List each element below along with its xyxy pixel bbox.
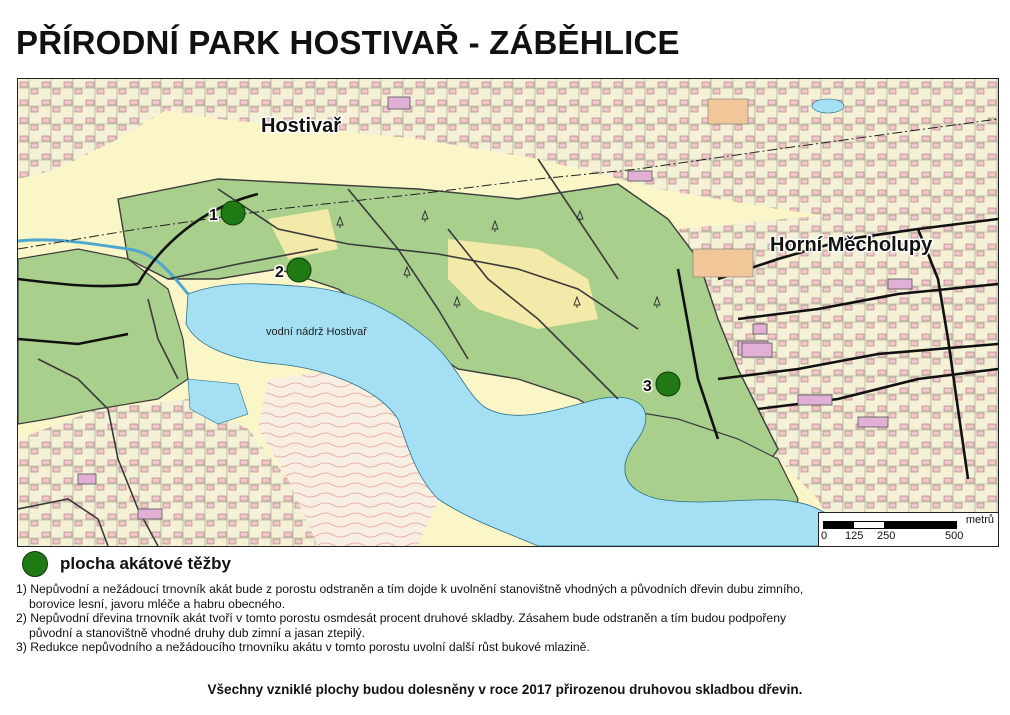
label-horni-mecholupy: Horní Měcholupy bbox=[770, 234, 933, 256]
map-canvas bbox=[18, 79, 998, 546]
scale-segment-1 bbox=[823, 521, 854, 529]
scale-bar bbox=[818, 512, 998, 546]
notes bbox=[16, 582, 996, 655]
label-reservoir: vodní nádrž Hostivař bbox=[266, 326, 367, 338]
site-number-2: 2 bbox=[275, 264, 284, 281]
note-3 bbox=[16, 640, 996, 655]
scale-tick-250: 250 bbox=[877, 530, 896, 542]
label-hostivar: Hostivař bbox=[261, 115, 342, 137]
scale-tick-125: 125 bbox=[845, 530, 864, 542]
legend-marker-icon bbox=[22, 551, 48, 577]
pond-northeast bbox=[812, 99, 844, 113]
page-title: PŘÍRODNÍ PARK HOSTIVAŘ - ZÁBĚHLICE bbox=[16, 24, 680, 61]
footer-note: Všechny vzniklé plochy budou dolesněny v roce 2017 přirozenou druhovou skladbou dřevin. bbox=[207, 682, 803, 697]
legend bbox=[22, 551, 231, 577]
scale-segment-2 bbox=[853, 521, 885, 529]
note-2-line-2: původní a stanovištně vhodné druhy dub zimní a jasan ztepilý. bbox=[29, 625, 366, 640]
scale-tick-500: 500 bbox=[945, 530, 964, 542]
site-number-3: 3 bbox=[643, 378, 652, 395]
sports-field-2 bbox=[708, 99, 748, 124]
note-2-line-1: 2) Nepůvodní dřevina trnovník akát tvoří v tomto porostu osmdesát procent druhové skladby. Zásahem bude odstraněn a tím budou podpořeny bbox=[16, 611, 787, 626]
map-view[interactable] bbox=[17, 78, 999, 547]
note-1 bbox=[16, 582, 996, 611]
sports-field bbox=[693, 249, 753, 277]
note-1-line-2: borovice lesní, javoru mléče a habru obecného. bbox=[29, 596, 286, 611]
note-3-line-1: 3) Redukce nepůvodního a nežádoucího trnovníku akátu v tomto porostu uvolní další růst bukové mlazině. bbox=[16, 640, 590, 655]
legend-label: plocha akátové těžby bbox=[60, 554, 232, 573]
scale-unit: metrů bbox=[965, 514, 994, 526]
note-1-line-1: 1) Nepůvodní a nežádoucí trnovník akát bude z porostu odstraněn a tím dojde k uvolnění stanovištně vhodných a původních dřevin dubu zimního, bbox=[16, 582, 804, 596]
scale-segment-3 bbox=[884, 521, 957, 529]
site-number-1: 1 bbox=[209, 207, 218, 224]
note-2 bbox=[16, 611, 996, 640]
scale-tick-0: 0 bbox=[821, 530, 828, 542]
